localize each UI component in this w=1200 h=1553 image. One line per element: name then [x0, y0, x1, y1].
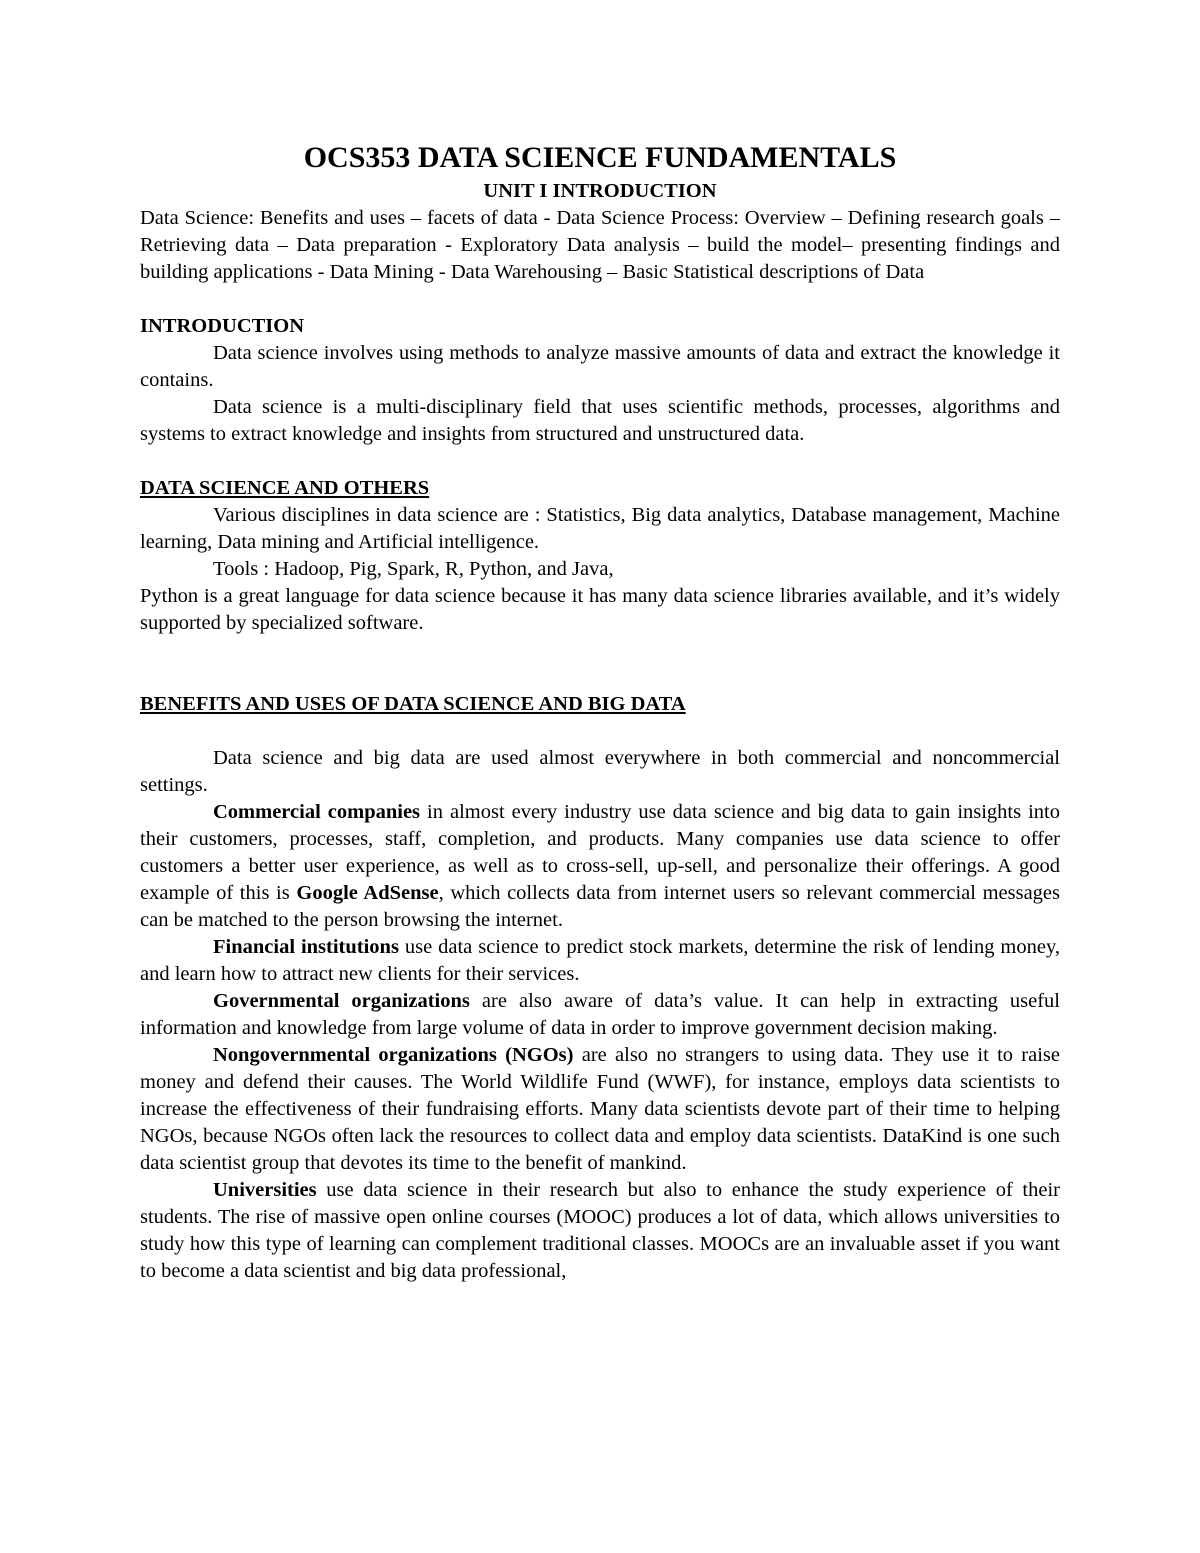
others-tools-paragraph: Tools : Hadoop, Pig, Spark, R, Python, and Java, [213, 558, 614, 580]
benefits-intro-paragraph: Data science and big data are used almost everywhere in both commercial and noncommercial settings. [140, 747, 1060, 796]
commercial-companies-text-2: , which collects data from internet users so relevant commercial messages can be matched to the person browsing the internet. [140, 882, 1060, 931]
introduction-paragraph-1: Data science involves using methods to analyze massive amounts of data and extract the knowledge it contains. [140, 342, 1060, 391]
others-python-paragraph: Python is a great language for data science because it has many data science libraries available, and it’s widely supported by specialized software. [140, 585, 1060, 634]
governmental-organizations-text: are also aware of data’s value. It can help in extracting useful information and knowledge from large volume of data in order to improve government decision making. [140, 990, 1061, 1039]
universities-paragraph [140, 1177, 1060, 1285]
commercial-companies-lead: Commercial companies [213, 801, 421, 823]
unit-title: UNIT I INTRODUCTION [483, 180, 717, 202]
benefits-heading: BENEFITS AND USES OF DATA SCIENCE AND BIG DATA [140, 693, 686, 715]
others-disciplines-paragraph: Various disciplines in data science are : Statistics, Big data analytics, Database management, Machine learning, Data mining and Artificial intelligence. [140, 504, 1060, 553]
others-heading: DATA SCIENCE AND OTHERS [140, 477, 430, 499]
commercial-companies-text-1: in almost every industry use data science and big data to gain insights into their customers, processes, staff, completion, and products. Many companies use data science to offer customers a better user experience, as well as to cross-sell, up-sell, and personalize their offerings. A good example of this is [140, 801, 1060, 904]
google-adsense-term: Google AdSense [296, 882, 439, 904]
governmental-organizations-paragraph [140, 988, 1060, 1042]
ngo-lead: Nongovernmental organizations (NGOs) [213, 1044, 574, 1066]
ngo-paragraph [140, 1042, 1060, 1177]
governmental-organizations-lead: Governmental organizations [213, 990, 470, 1012]
document-page [140, 138, 1060, 1285]
ngo-text: are also no strangers to using data. They use it to raise money and defend their causes. The World Wildlife Fund (WWF), for instance, employs data scientists to increase the effectiveness of their fundraising efforts. Many data scientists devote part of their time to helping NGOs, because NGOs often lack the resources to collect data and employ data scientists. DataKind is one such data scientist group that devotes its time to the benefit of mankind. [140, 1044, 1060, 1174]
universities-lead: Universities [213, 1179, 317, 1201]
financial-institutions-text: use data science to predict stock markets, determine the risk of lending money, and learn how to attract new clients for their services. [140, 936, 1060, 985]
syllabus-text: Data Science: Benefits and uses – facets of data - Data Science Process: Overview – Defining research goals – Retrieving data – Data preparation - Exploratory Data analysis – build the model– presenting findings and building applications - Data Mining - Data Warehousing – Basic Statistical descriptions of Data [140, 207, 1060, 283]
commercial-companies-paragraph [140, 799, 1060, 934]
introduction-paragraph-2: Data science is a multi-disciplinary field that uses scientific methods, processes, algorithms and systems to extract knowledge and insights from structured and unstructured data. [140, 396, 1060, 445]
financial-institutions-paragraph [140, 934, 1060, 988]
introduction-heading: INTRODUCTION [140, 315, 305, 337]
universities-text: use data science in their research but also to enhance the study experience of their students. The rise of massive open online courses (MOOC) produces a lot of data, which allows universities to study how this type of learning can complement traditional classes. MOOCs are an invaluable asset if you want to become a data scientist and big data professional, [140, 1179, 1060, 1282]
document-title: OCS353 DATA SCIENCE FUNDAMENTALS [303, 141, 897, 174]
financial-institutions-lead: Financial institutions [213, 936, 399, 958]
